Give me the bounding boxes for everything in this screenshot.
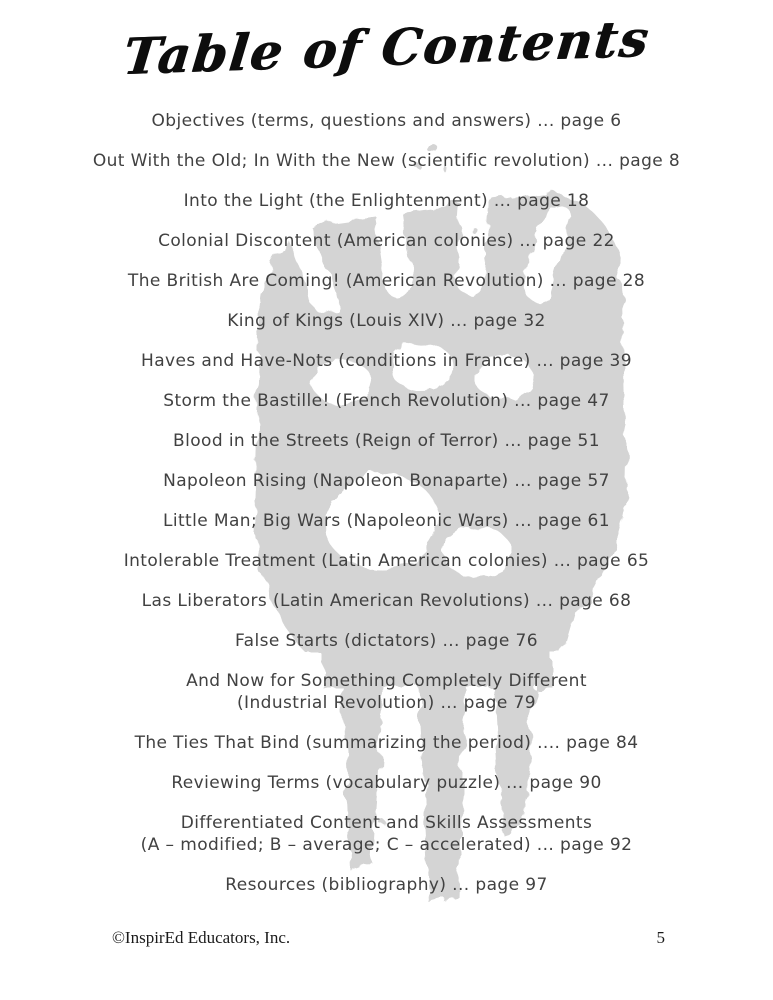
toc-entry-line: Storm the Bastille! (French Revolution) ... page 47 — [163, 391, 610, 411]
toc-entry-line: The British Are Coming! (American Revolution) ... page 28 — [127, 271, 646, 291]
toc-entry-line: Resources (bibliography) ... page 97 — [225, 875, 548, 895]
toc-entry — [163, 510, 610, 532]
toc-entry-line: The Ties That Bind (summarizing the period) .... page 84 — [134, 733, 639, 753]
toc-entry — [141, 812, 633, 856]
page-title: Table of Contents — [120, 8, 653, 87]
toc-entry — [124, 550, 650, 572]
toc-entry — [173, 430, 600, 452]
toc-entry — [227, 310, 546, 332]
toc-entry — [93, 150, 680, 172]
toc-entry-line: Haves and Have-Nots (conditions in France) ... page 39 — [141, 351, 632, 371]
toc-entry — [128, 270, 645, 292]
toc-entry-line: Little Man; Big Wars (Napoleonic Wars) ... page 61 — [163, 511, 610, 531]
toc-entry — [151, 110, 621, 132]
toc-entry-line: False Starts (dictators) ... page 76 — [235, 631, 538, 651]
toc-entry-line: Blood in the Streets (Reign of Terror) ... page 51 — [173, 431, 600, 451]
toc-list — [0, 110, 773, 914]
toc-entry-line: Colonial Discontent (American colonies) ... page 22 — [158, 231, 615, 251]
toc-entry-line: (A – modified; B – average; C – accelerated) ... page 92 — [140, 835, 633, 855]
toc-entry — [184, 190, 590, 212]
toc-entry — [225, 874, 547, 896]
toc-entry-line: And Now for Something Completely Different — [186, 671, 587, 691]
toc-entry — [171, 772, 601, 794]
page-footer — [0, 928, 773, 948]
toc-entry-line: Napoleon Rising (Napoleon Bonaparte) ... page 57 — [163, 471, 610, 491]
toc-entry — [142, 590, 632, 612]
toc-entry-line: King of Kings (Louis XIV) ... page 32 — [227, 311, 546, 331]
toc-entry — [163, 390, 609, 412]
toc-entry — [163, 470, 610, 492]
toc-entry — [186, 670, 587, 714]
copyright-text: ©InspirEd Educators, Inc. — [112, 928, 291, 947]
toc-entry-line: Differentiated Content and Skills Assessments — [180, 813, 593, 833]
toc-entry-line: Las Liberators (Latin American Revolutions) ... page 68 — [141, 591, 632, 611]
toc-entry — [235, 630, 538, 652]
toc-entry — [141, 350, 632, 372]
toc-entry — [135, 732, 639, 754]
toc-entry — [158, 230, 615, 252]
page-number: 5 — [656, 928, 665, 947]
toc-entry-line: Into the Light (the Enlightenment) ... page 18 — [183, 191, 590, 211]
toc-entry-line: Reviewing Terms (vocabulary puzzle) ... page 90 — [171, 773, 602, 793]
toc-entry-line: Objectives (terms, questions and answers) ... page 6 — [151, 111, 622, 131]
toc-entry-line: (Industrial Revolution) ... page 79 — [237, 693, 536, 713]
toc-entry-line: Intolerable Treatment (Latin American colonies) ... page 65 — [123, 551, 650, 571]
toc-entry-line: Out With the Old; In With the New (scientific revolution) ... page 8 — [92, 151, 681, 171]
